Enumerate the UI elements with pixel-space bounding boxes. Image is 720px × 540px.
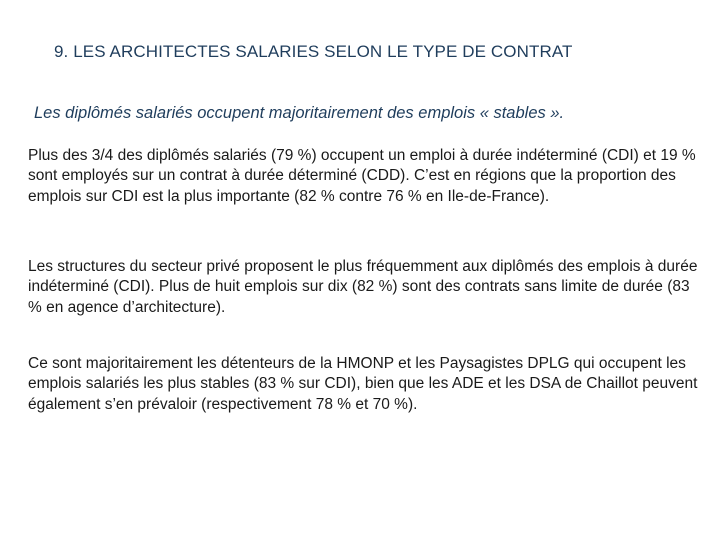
page-title: 9. LES ARCHITECTES SALARIES SELON LE TYPE DE CONTRAT (54, 42, 573, 61)
paragraph-private-sector: Les structures du secteur privé proposent le plus fréquemment aux diplômés des emplois à durée indéterminé (CDI). Plus de huit emplois sur dix (82 %) sont des contrats sans limite de durée (83 % en agence d’architecture). (28, 258, 698, 316)
paragraph-cdi-overview: Plus des 3/4 des diplômés salariés (79 %) occupent un emploi à durée indéterminé (CDI) et 19 % sont employés sur un contrat à durée déterminé (CDD). C’est en régions que la proportion des emplois sur CDI est la plus importante (82 % contre 76 % en Ile-de-France). (28, 147, 696, 205)
page-subtitle: Les diplômés salariés occupent majoritairement des emplois « stables ». (34, 104, 565, 122)
paragraph-diploma-holders: Ce sont majoritairement les détenteurs de la HMONP et les Paysagistes DPLG qui occupent les emplois salariés les plus stables (83 % sur CDI), bien que les ADE et les DSA de Chaillot peuvent également s’en prévaloir (respectivement 78 % et 70 %). (28, 355, 698, 413)
